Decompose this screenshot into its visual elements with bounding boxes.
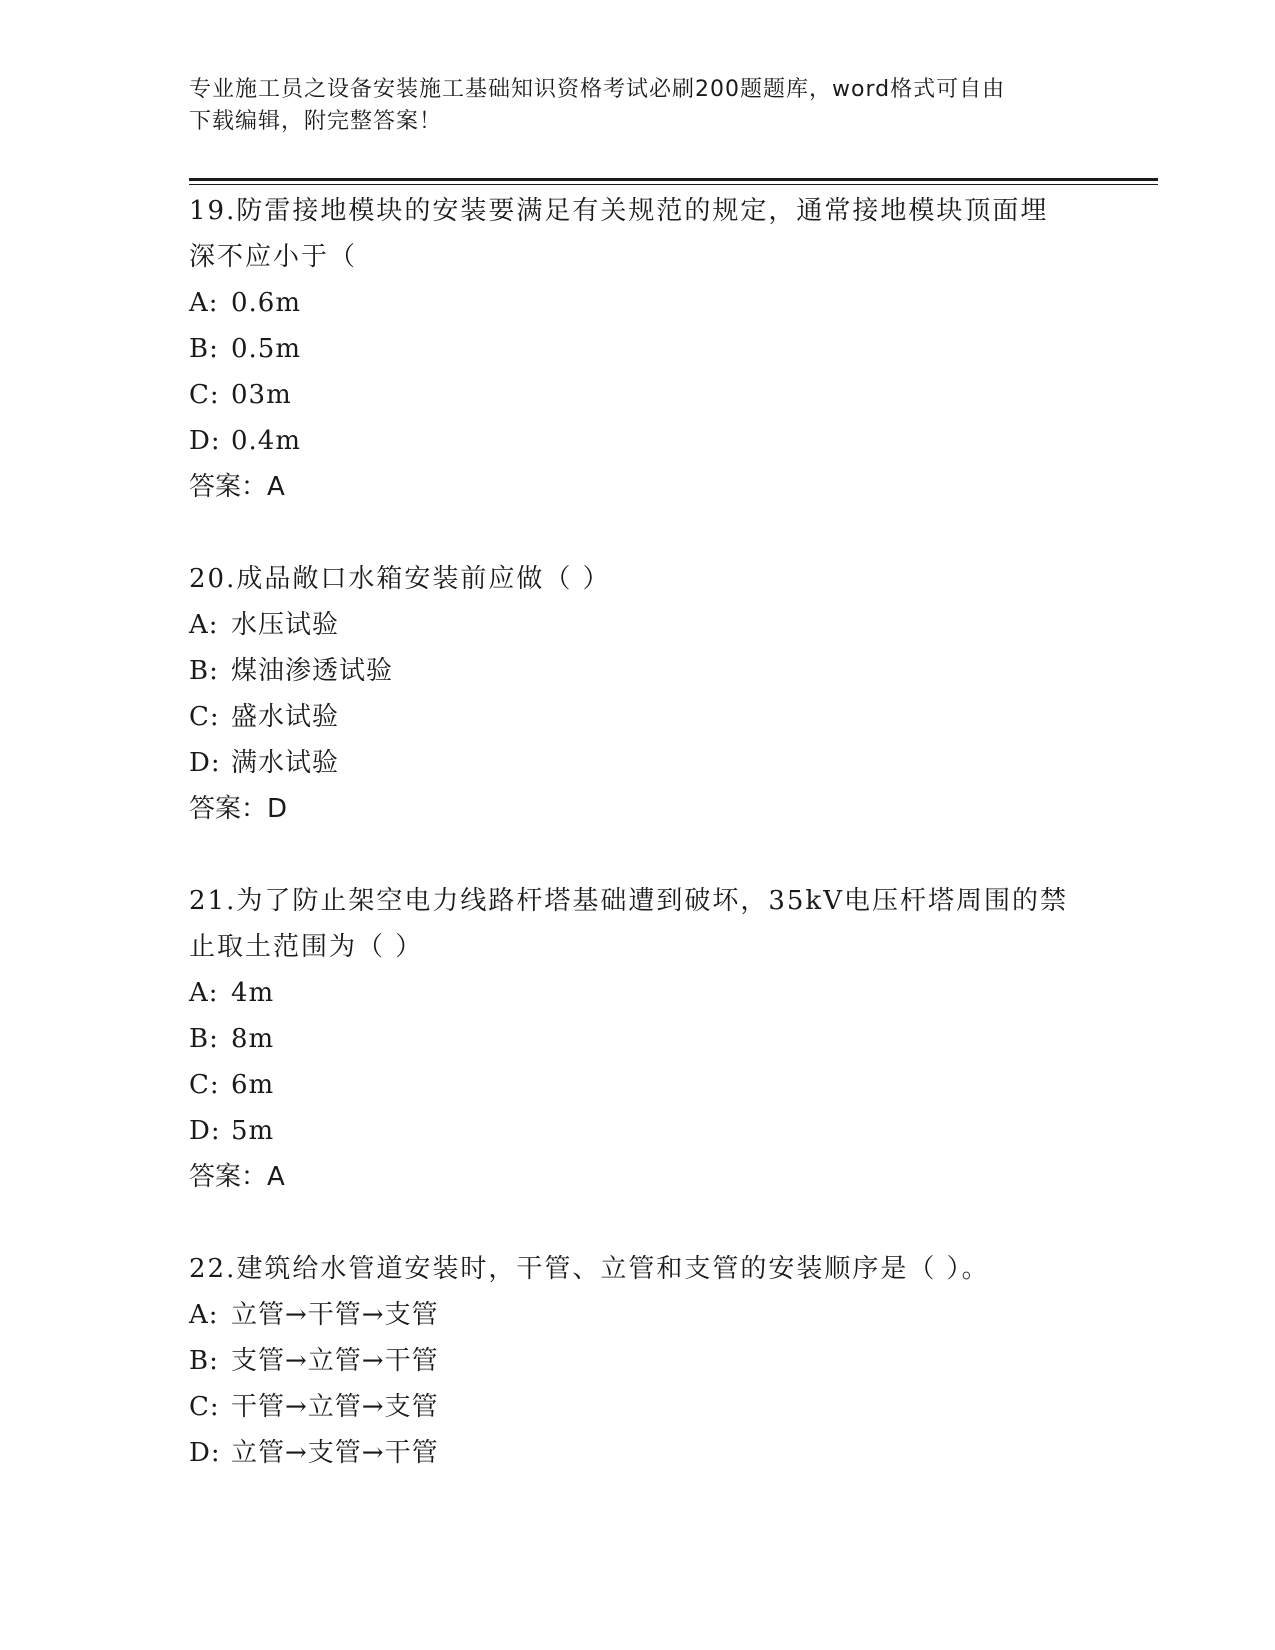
option-text: 8m: [231, 1024, 275, 1054]
question-spacer: [189, 832, 1089, 878]
option-key: B:: [189, 1024, 219, 1054]
question-spacer: [189, 510, 1089, 556]
option-text: 6m: [231, 1070, 275, 1100]
question-spacer: [189, 1200, 1089, 1246]
option-key: D:: [189, 426, 221, 456]
question-stem-line: 22.建筑给水管道安装时，干管、立管和支管的安装顺序是（ ）。: [189, 1254, 990, 1284]
option-key: C:: [189, 702, 220, 732]
option-text: 水压试验: [231, 610, 340, 640]
option-key: A:: [189, 1300, 219, 1330]
question-list: [189, 188, 1089, 1476]
question-stem-line: 深不应小于（: [189, 242, 358, 272]
question-20: [189, 556, 1089, 832]
option-text: 03m: [231, 380, 292, 410]
answer-line: 答案：A: [189, 472, 285, 502]
option-d: [189, 418, 1089, 464]
question-stem-line: 21.为了防止架空电力线路杆塔基础遭到破坏，35kV电压杆塔周围的禁: [189, 886, 1068, 916]
option-text: 5m: [231, 1116, 275, 1146]
option-text: 煤油渗透试验: [231, 656, 394, 686]
option-b: [189, 648, 1089, 694]
option-d: [189, 1430, 1089, 1476]
option-a: [189, 1292, 1089, 1338]
header-line-1: 专业施工员之设备安装施工基础知识资格考试必刷200题题库，word格式可自由: [189, 77, 1006, 102]
option-key: C:: [189, 1070, 220, 1100]
option-text: 立管→干管→支管: [231, 1300, 439, 1330]
option-key: D:: [189, 1438, 221, 1468]
question-stem-line: 止取土范围为（ ）: [189, 932, 424, 962]
option-b: [189, 1338, 1089, 1384]
answer-line: 答案：A: [189, 1162, 285, 1192]
option-text: 支管→立管→干管: [231, 1346, 439, 1376]
question-22: [189, 1246, 1089, 1476]
question-19: [189, 188, 1089, 510]
option-key: B:: [189, 334, 219, 364]
question-stem-line: 19.防雷接地模块的安装要满足有关规范的规定，通常接地模块顶面埋: [189, 196, 1049, 226]
option-key: A:: [189, 288, 219, 318]
option-key: A:: [189, 978, 219, 1008]
option-key: B:: [189, 656, 219, 686]
option-text: 4m: [231, 978, 275, 1008]
option-d: [189, 740, 1089, 786]
option-text: 0.4m: [231, 426, 302, 456]
option-b: [189, 1016, 1089, 1062]
answer-line: 答案：D: [189, 794, 288, 824]
option-a: [189, 970, 1089, 1016]
option-c: [189, 1062, 1089, 1108]
option-text: 盛水试验: [231, 702, 340, 732]
question-stem-line: 20.成品敞口水箱安装前应做（ ）: [189, 564, 611, 594]
option-text: 0.5m: [231, 334, 302, 364]
option-key: C:: [189, 380, 220, 410]
option-a: [189, 602, 1089, 648]
option-c: [189, 694, 1089, 740]
option-text: 满水试验: [231, 748, 340, 778]
option-text: 0.6m: [231, 288, 302, 318]
option-key: A:: [189, 610, 219, 640]
option-text: 干管→立管→支管: [231, 1392, 439, 1422]
option-key: B:: [189, 1346, 219, 1376]
option-key: D:: [189, 1116, 221, 1146]
option-d: [189, 1108, 1089, 1154]
header-divider-thin: [189, 184, 1158, 185]
option-b: [189, 326, 1089, 372]
header-divider-thick: [189, 178, 1158, 181]
option-key: D:: [189, 748, 221, 778]
header-line-2: 下载编辑，附完整答案！: [189, 109, 443, 134]
option-c: [189, 1384, 1089, 1430]
option-text: 立管→支管→干管: [231, 1438, 439, 1468]
option-key: C:: [189, 1392, 220, 1422]
option-a: [189, 280, 1089, 326]
option-c: [189, 372, 1089, 418]
document-header: [189, 74, 1089, 138]
question-21: [189, 878, 1089, 1200]
